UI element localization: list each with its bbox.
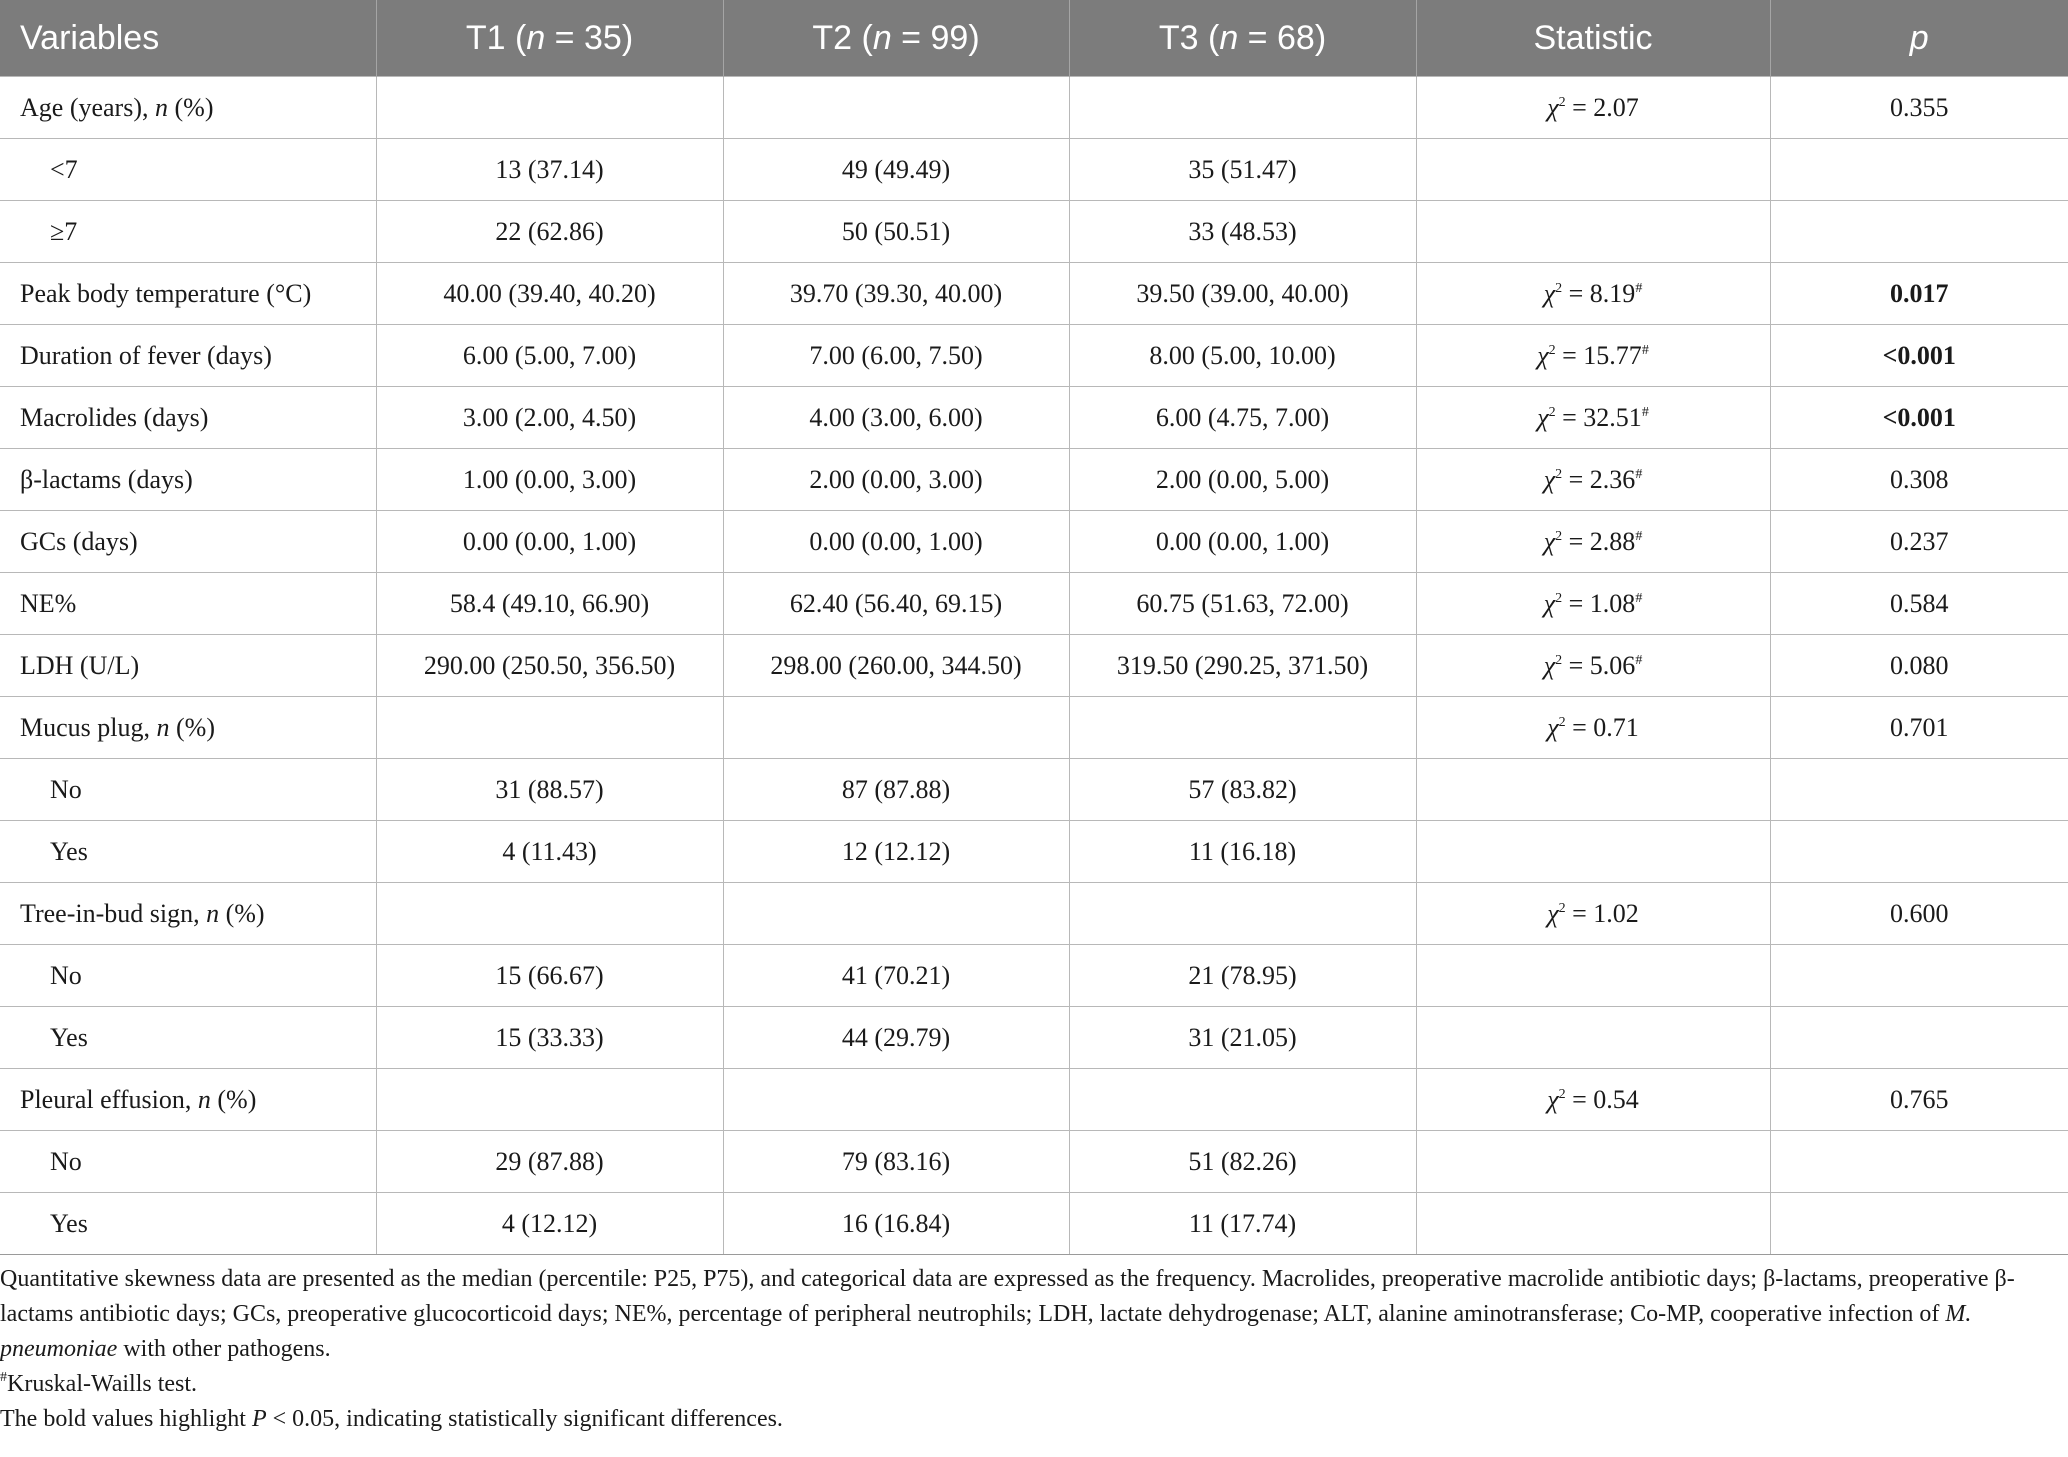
statistic-cell: $\chi^2 = 15.77^{\#}$	[1416, 325, 1770, 387]
t2-cell: 41 (70.21)	[723, 945, 1069, 1007]
p-value-cell: 0.600	[1770, 883, 2068, 945]
statistic-cell: $\chi^2 = 1.02$	[1416, 883, 1770, 945]
t1-cell: 6.00 (5.00, 7.00)	[376, 325, 723, 387]
t2-cell: 4.00 (3.00, 6.00)	[723, 387, 1069, 449]
table-row	[0, 139, 2068, 201]
t2-cell: 87 (87.88)	[723, 759, 1069, 821]
table-row	[0, 77, 2068, 139]
t1-cell: 40.00 (39.40, 40.20)	[376, 263, 723, 325]
header-t1: T1 (n = 35)	[376, 0, 723, 77]
t1-cell: 290.00 (250.50, 356.50)	[376, 635, 723, 697]
row-label: GCs (days)	[0, 511, 376, 573]
row-label: LDH (U/L)	[0, 635, 376, 697]
p-value-cell: 0.080	[1770, 635, 2068, 697]
t1-cell: 13 (37.14)	[376, 139, 723, 201]
statistic-cell: $\chi^2 = 8.19^{\#}$	[1416, 263, 1770, 325]
header-t3: T3 (n = 68)	[1069, 0, 1416, 77]
t3-cell: 2.00 (0.00, 5.00)	[1069, 449, 1416, 511]
row-label: Age (years), n (%)	[0, 77, 376, 139]
t3-cell: 60.75 (51.63, 72.00)	[1069, 573, 1416, 635]
t2-cell: 62.40 (56.40, 69.15)	[723, 573, 1069, 635]
row-label: No	[0, 759, 376, 821]
row-label: Yes	[0, 1193, 376, 1255]
t3-cell: 319.50 (290.25, 371.50)	[1069, 635, 1416, 697]
statistic-cell: $\chi^2 = 0.71$	[1416, 697, 1770, 759]
table-row	[0, 1007, 2068, 1069]
t3-cell: 6.00 (4.75, 7.00)	[1069, 387, 1416, 449]
statistic-cell: $\chi^2 = 0.54$	[1416, 1069, 1770, 1131]
bold-values-note: The bold values highlight P < 0.05, indicating statistically significant differences.	[0, 1406, 783, 1432]
statistic-cell: $\chi^2 = 32.51^{\#}$	[1416, 387, 1770, 449]
table-row	[0, 635, 2068, 697]
table-row	[0, 511, 2068, 573]
p-value-cell: 0.308	[1770, 449, 2068, 511]
statistic-cell: $\chi^2 = 2.07$	[1416, 77, 1770, 139]
row-label: Tree-in-bud sign, n (%)	[0, 883, 376, 945]
row-label: Pleural effusion, n (%)	[0, 1069, 376, 1131]
header-t2: T2 (n = 99)	[723, 0, 1069, 77]
p-value-cell: 0.237	[1770, 511, 2068, 573]
table-row	[0, 201, 2068, 263]
p-value-cell: 0.355	[1770, 77, 2068, 139]
t1-cell: 31 (88.57)	[376, 759, 723, 821]
t3-cell: 0.00 (0.00, 1.00)	[1069, 511, 1416, 573]
table-row	[0, 821, 2068, 883]
row-label: Mucus plug, n (%)	[0, 697, 376, 759]
row-label: No	[0, 945, 376, 1007]
row-label: Yes	[0, 1007, 376, 1069]
t3-cell: 39.50 (39.00, 40.00)	[1069, 263, 1416, 325]
t1-cell: 4 (11.43)	[376, 821, 723, 883]
t2-cell: 44 (29.79)	[723, 1007, 1069, 1069]
table-row	[0, 325, 2068, 387]
table-row	[0, 449, 2068, 511]
row-label: Peak body temperature (°C)	[0, 263, 376, 325]
table-row	[0, 1131, 2068, 1193]
table-notes	[0, 1262, 2050, 1437]
t3-cell: 57 (83.82)	[1069, 759, 1416, 821]
t3-cell: 35 (51.47)	[1069, 139, 1416, 201]
t2-cell: 2.00 (0.00, 3.00)	[723, 449, 1069, 511]
t3-cell: 11 (17.74)	[1069, 1193, 1416, 1255]
table-row	[0, 945, 2068, 1007]
test-footnote: #Kruskal-Waills test.	[0, 1370, 198, 1397]
t3-cell: 31 (21.05)	[1069, 1007, 1416, 1069]
table-row	[0, 883, 2068, 945]
t2-cell: 39.70 (39.30, 40.00)	[723, 263, 1069, 325]
row-label: <7	[0, 139, 376, 201]
table-row	[0, 759, 2068, 821]
table-row	[0, 697, 2068, 759]
t1-cell: 15 (66.67)	[376, 945, 723, 1007]
p-value-cell: 0.765	[1770, 1069, 2068, 1131]
t3-cell: 21 (78.95)	[1069, 945, 1416, 1007]
t2-cell: 12 (12.12)	[723, 821, 1069, 883]
t1-cell: 15 (33.33)	[376, 1007, 723, 1069]
row-label: Duration of fever (days)	[0, 325, 376, 387]
statistic-cell: $\chi^2 = 1.08^{\#}$	[1416, 573, 1770, 635]
abbreviations-note: Quantitative skewness data are presented as the median (percentile: P25, P75), and categorical data are expressed as the frequency. Macrolides, preoperative macrolide antibiotic days; β-lactams, preoperative β-lactams antibiotic days; GCs, preoperative glucocorticoid days; NE%, percentage of peripheral neutrophils; LDH, lactate dehydrogenase; ALT, alanine aminotransferase; Co-MP, cooperative infection of M. pneumoniae with other pathogens.	[0, 1266, 2015, 1362]
t3-cell: 8.00 (5.00, 10.00)	[1069, 325, 1416, 387]
header-row	[0, 0, 2068, 77]
row-label: NE%	[0, 573, 376, 635]
table-row	[0, 1069, 2068, 1131]
row-label: Yes	[0, 821, 376, 883]
table-row	[0, 387, 2068, 449]
t1-cell: 22 (62.86)	[376, 201, 723, 263]
t2-cell: 7.00 (6.00, 7.50)	[723, 325, 1069, 387]
t1-cell: 29 (87.88)	[376, 1131, 723, 1193]
t2-cell: 298.00 (260.00, 344.50)	[723, 635, 1069, 697]
p-value-cell: 0.701	[1770, 697, 2068, 759]
row-label: ≥7	[0, 201, 376, 263]
t2-cell: 0.00 (0.00, 1.00)	[723, 511, 1069, 573]
t3-cell: 11 (16.18)	[1069, 821, 1416, 883]
p-value-cell: <0.001	[1770, 325, 2068, 387]
p-value-cell: <0.001	[1770, 387, 2068, 449]
t1-cell: 4 (12.12)	[376, 1193, 723, 1255]
header-variables: Variables	[0, 0, 376, 77]
statistic-cell: $\chi^2 = 2.88^{\#}$	[1416, 511, 1770, 573]
row-label: Macrolides (days)	[0, 387, 376, 449]
row-label: β-lactams (days)	[0, 449, 376, 511]
table-row	[0, 263, 2068, 325]
p-value-cell: 0.584	[1770, 573, 2068, 635]
t1-cell: 58.4 (49.10, 66.90)	[376, 573, 723, 635]
header-statistic: Statistic	[1416, 0, 1770, 77]
t2-cell: 50 (50.51)	[723, 201, 1069, 263]
t3-cell: 51 (82.26)	[1069, 1131, 1416, 1193]
table-row	[0, 573, 2068, 635]
table-row	[0, 1193, 2068, 1255]
t1-cell: 1.00 (0.00, 3.00)	[376, 449, 723, 511]
p-value-cell: 0.017	[1770, 263, 2068, 325]
header-p: p	[1770, 0, 2068, 77]
statistic-cell: $\chi^2 = 5.06^{\#}$	[1416, 635, 1770, 697]
t3-cell: 33 (48.53)	[1069, 201, 1416, 263]
t2-cell: 49 (49.49)	[723, 139, 1069, 201]
t1-cell: 3.00 (2.00, 4.50)	[376, 387, 723, 449]
t2-cell: 16 (16.84)	[723, 1193, 1069, 1255]
statistic-cell: $\chi^2 = 2.36^{\#}$	[1416, 449, 1770, 511]
row-label: No	[0, 1131, 376, 1193]
t1-cell: 0.00 (0.00, 1.00)	[376, 511, 723, 573]
t2-cell: 79 (83.16)	[723, 1131, 1069, 1193]
